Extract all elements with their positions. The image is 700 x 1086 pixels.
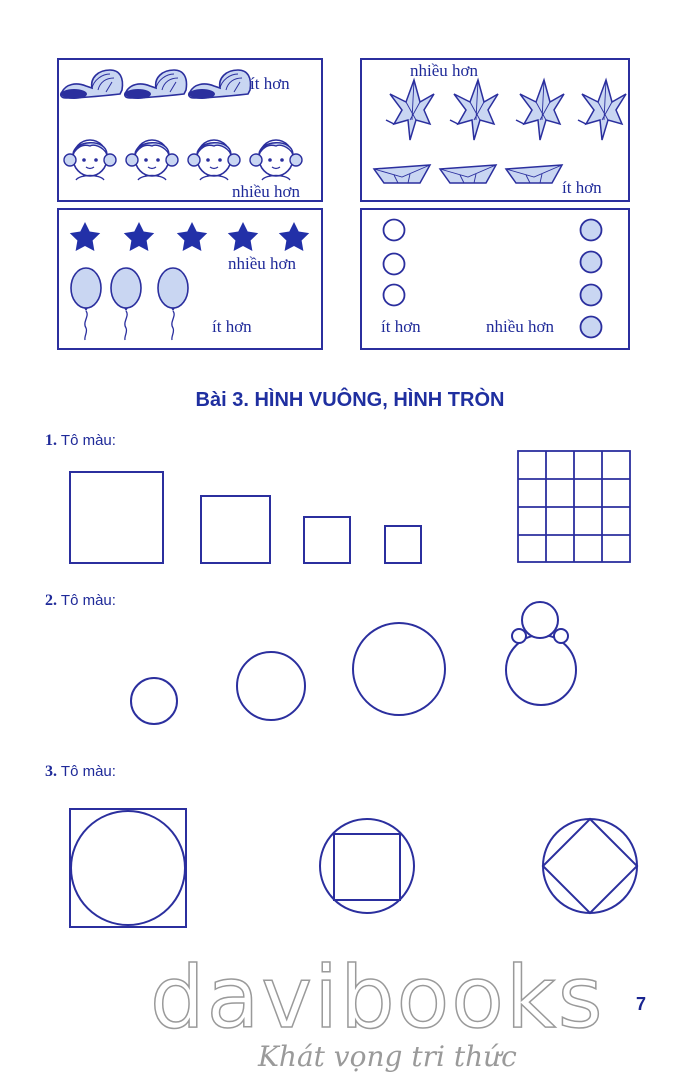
snowman-circles: [506, 602, 576, 705]
square-in-circle: [320, 819, 414, 913]
square-smallest: [385, 526, 421, 563]
crane-icon-2: [450, 80, 498, 140]
filled-circle-3: [581, 285, 602, 306]
girl-icon-4: [250, 140, 302, 180]
balloon-icon-2: [111, 268, 141, 340]
watermark-brand: davibooks: [150, 948, 605, 1048]
label-more-stars: nhiều hơn: [228, 254, 297, 273]
diamond-in-circle: [543, 819, 637, 913]
empty-circle-3: [384, 285, 405, 306]
label-more-cranes: nhiều hơn: [410, 61, 479, 80]
paper-boat-icon-1: [374, 165, 430, 183]
circle-medium: [237, 652, 305, 720]
square-small: [304, 517, 350, 563]
cap-icon-1: [61, 70, 123, 99]
paper-boat-icon-3: [506, 165, 562, 183]
empty-circle-1: [384, 220, 405, 241]
watermark-slogan: Khát vọng tri thức: [258, 1040, 517, 1073]
exercise-3-instruction: Tô màu:: [60, 763, 116, 780]
filled-circle-4: [581, 317, 602, 338]
square-large: [70, 472, 163, 563]
label-fewer-boats: ít hơn: [562, 178, 602, 197]
paper-boat-icon-2: [440, 165, 496, 183]
star-icon-2: [124, 222, 154, 251]
balloon-icon-1: [71, 268, 101, 340]
exercise-2-number: 2.: [45, 592, 57, 609]
exercise-1-number: 1.: [45, 432, 57, 449]
exercise-3-number: 3.: [45, 763, 57, 780]
label-more-circles: nhiều hơn: [486, 317, 555, 336]
square-grid: [518, 451, 630, 562]
cap-icon-3: [189, 70, 251, 99]
square-medium: [201, 496, 270, 563]
crane-icon-3: [516, 80, 564, 140]
exercise-1-instruction: Tô màu:: [60, 432, 116, 449]
circle-small: [131, 678, 177, 724]
label-more-girls: nhiều hơn: [232, 182, 301, 201]
filled-circle-1: [581, 220, 602, 241]
circle-in-square: [70, 809, 186, 927]
empty-circle-2: [384, 254, 405, 275]
girl-icon-3: [188, 140, 240, 180]
star-icon-5: [279, 222, 309, 251]
label-fewer-balloons: ít hơn: [212, 317, 252, 336]
girl-icon-2: [126, 140, 178, 180]
circle-large: [353, 623, 445, 715]
balloon-icon-3: [158, 268, 188, 340]
filled-circle-2: [581, 252, 602, 273]
crane-icon-4: [578, 80, 626, 140]
crane-icon-1: [386, 80, 434, 140]
label-fewer-circles: ít hơn: [381, 317, 421, 336]
lesson-title: Bài 3. HÌNH VUÔNG, HÌNH TRÒN: [195, 389, 505, 411]
star-icon-4: [228, 222, 258, 251]
girl-icon-1: [64, 140, 116, 180]
exercise-2-instruction: Tô màu:: [60, 592, 116, 609]
page-number: 7: [636, 994, 647, 1014]
label-fewer-hats: ít hơn: [250, 74, 290, 93]
star-icon-1: [70, 222, 100, 251]
cap-icon-2: [125, 70, 187, 99]
star-icon-3: [177, 222, 207, 251]
